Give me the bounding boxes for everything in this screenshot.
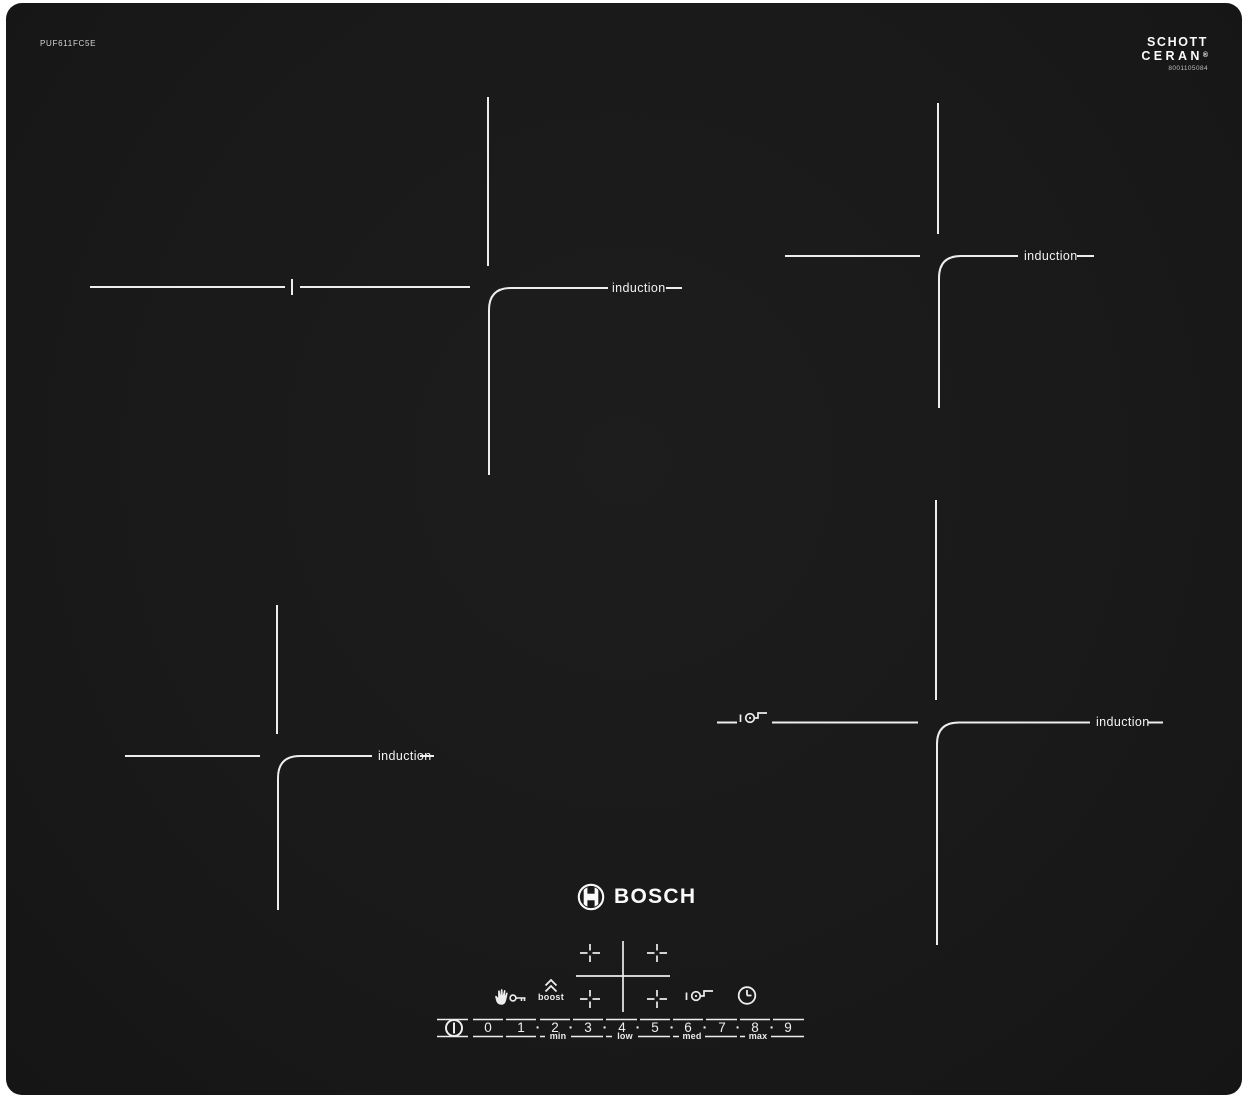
- double-chevron-up-icon: [546, 980, 557, 992]
- pan-zone-icon: [741, 713, 768, 722]
- induction-label-bottom-right: induction: [1096, 715, 1150, 729]
- power-icon: [446, 1020, 462, 1036]
- induction-label-top-right: induction: [1024, 249, 1078, 263]
- induction-label-top-left: induction: [612, 281, 666, 295]
- level-8[interactable]: 8: [751, 1020, 759, 1035]
- hand-icon: [495, 989, 508, 1005]
- child-lock-button[interactable]: [495, 989, 525, 1005]
- clock-icon: [739, 987, 756, 1004]
- level-3[interactable]: 3: [584, 1020, 592, 1035]
- model-code: PUF611FC5E: [40, 39, 97, 48]
- zone-selector-cross[interactable]: [576, 941, 670, 1012]
- level-separator-dot: ·: [602, 1019, 608, 1035]
- level-separator-dot: ·: [635, 1019, 641, 1035]
- level-5[interactable]: 5: [651, 1020, 659, 1035]
- level-9[interactable]: 9: [784, 1020, 792, 1035]
- level-1[interactable]: 1: [517, 1020, 525, 1035]
- zone-select-front-left-icon[interactable]: [580, 944, 600, 962]
- level-separator-dot: ·: [568, 1019, 574, 1035]
- zone-select-rear-right-icon[interactable]: [647, 990, 667, 1008]
- pan-button-icon[interactable]: [687, 991, 714, 1000]
- induction-label-bottom-left: induction: [378, 749, 432, 763]
- level-separator-dot: ·: [702, 1019, 708, 1035]
- key-icon: [510, 995, 525, 1001]
- level-separator-dot: ·: [669, 1019, 675, 1035]
- zone-select-rear-left-icon[interactable]: [580, 990, 600, 1008]
- scale-label-max: max: [748, 1031, 768, 1041]
- level-7[interactable]: 7: [718, 1020, 726, 1035]
- level-separator-dot: ·: [769, 1019, 775, 1035]
- zone-marking-top-left: [90, 97, 682, 475]
- glass-brand-line1: SCHOTT: [1147, 35, 1208, 49]
- level-separator-dot: ·: [735, 1019, 741, 1035]
- glass-brand-code: 8001105084: [1168, 65, 1208, 72]
- level-2[interactable]: 2: [551, 1020, 559, 1035]
- level-6[interactable]: 6: [684, 1020, 692, 1035]
- level-4[interactable]: 4: [618, 1020, 626, 1035]
- scale-label-min: min: [549, 1031, 567, 1041]
- bosch-logo: [576, 881, 696, 912]
- glass-brand-logo: [1058, 36, 1208, 73]
- registered-trademark: ®: [1202, 51, 1208, 59]
- level-separator-dot: ·: [535, 1019, 541, 1035]
- bosch-wordmark: BOSCH: [614, 885, 697, 908]
- bosch-anchor-icon: [576, 882, 606, 912]
- boost-label: boost: [538, 992, 564, 1002]
- glass-brand-line2: CERAN®: [1141, 48, 1208, 63]
- boost-button[interactable]: [546, 980, 557, 992]
- timer-button[interactable]: [739, 987, 756, 1004]
- scale-label-med: med: [682, 1031, 702, 1041]
- zone-select-front-right-icon[interactable]: [647, 944, 667, 962]
- scale-label-low: low: [617, 1031, 633, 1041]
- level-0[interactable]: 0: [484, 1020, 492, 1035]
- power-button[interactable]: [446, 1020, 462, 1036]
